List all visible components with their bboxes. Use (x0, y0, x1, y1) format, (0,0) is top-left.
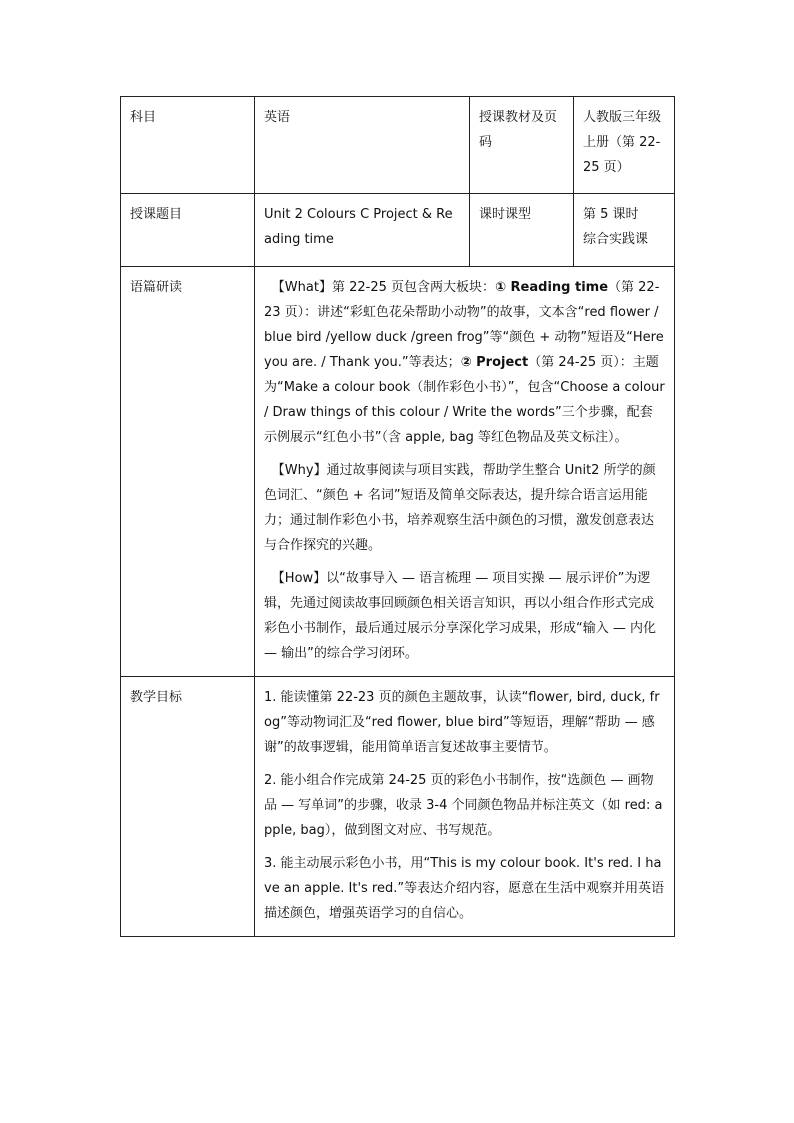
how-paragraph: 【How】以“故事导入 — 语言梳理 — 项目实操 — 展示评价”为逻辑，先通过阅读故事回顾颜色相关语言知识，再以小组合作形式完成彩色小书制作，最后通过展示分享深化学习成果，形成“输入 — 内化 — 输出”的综合学习闭环。 (264, 571, 656, 661)
lesson-type-value (574, 194, 675, 267)
material-value: 人教版三年级上册（第 22-25 页） (574, 97, 675, 194)
material-label: 授课教材及页码 (470, 97, 574, 194)
reading-time-desc: （第 22-23 页）：讲述“彩虹色花朵帮助小动物”的故事，文本含“red flower /blue bird /yellow duck /green frog”等“颜色 + 动物”短语及“Here you are. / Thank you.”等表达； (264, 280, 664, 370)
goals-label: 教学目标 (121, 677, 255, 937)
goal-item-2: 2. 能小组合作完成第 24-25 页的彩色小书制作，按“选颜色 — 画物品 — 写单词”的步骤，收录 3-4 个同颜色物品并标注英文（如 red: apple, bag），做到图文对应、书写规范。 (264, 773, 663, 838)
why-paragraph: 【Why】通过故事阅读与项目实践，帮助学生整合 Unit2 所学的颜色词汇、“颜色 + 名词”短语及简单交际表达，提升综合语言运用能力；通过制作彩色小书，培养观察生活中颜色的习惯，激发创意表达与合作探究的兴趣。 (264, 463, 656, 553)
table-row (121, 267, 675, 677)
what-paragraph (264, 275, 665, 450)
reading-time-title: ① Reading time (495, 280, 609, 295)
lesson-type-period: 第 5 课时 (583, 207, 639, 222)
topic-label: 授课题目 (121, 194, 255, 267)
subject-label: 科目 (121, 97, 255, 194)
table-row (121, 97, 675, 194)
what-intro: 【What】第 22-25 页包含两大板块： (271, 280, 495, 295)
goal-item-3: 3. 能主动展示彩色小书，用“This is my colour book. It's red. I have an apple. It's red.”等表达介绍内容，愿意在生活中观察并用英语描述颜色，增强英语学习的自信心。 (264, 856, 665, 921)
project-title: ② Project (460, 355, 529, 370)
goal-item-1: 1. 能读懂第 22-23 页的颜色主题故事，认读“flower, bird, duck, frog”等动物词汇及“red flower, blue bird”等短语，理解“帮助 — 感谢”的故事逻辑，能用简单语言复述故事主要情节。 (264, 690, 660, 755)
topic-value: Unit 2 Colours C Project & Reading time (255, 194, 470, 267)
table-row (121, 677, 675, 937)
goals-content (255, 677, 675, 937)
analysis-label: 语篇研读 (121, 267, 255, 677)
table-row (121, 194, 675, 267)
lesson-plan-table (120, 96, 675, 937)
lesson-type-label: 课时课型 (470, 194, 574, 267)
project-desc: （第 24-25 页）：主题为“Make a colour book（制作彩色小书）”，包含“Choose a colour / Draw things of this colour / Write the words”三个步骤，配套示例展示“红色小书”（含 apple, bag 等红色物品及英文标注）。 (264, 355, 665, 445)
analysis-content (255, 267, 675, 677)
subject-value: 英语 (255, 97, 470, 194)
lesson-type-kind: 综合实践课 (583, 232, 649, 247)
